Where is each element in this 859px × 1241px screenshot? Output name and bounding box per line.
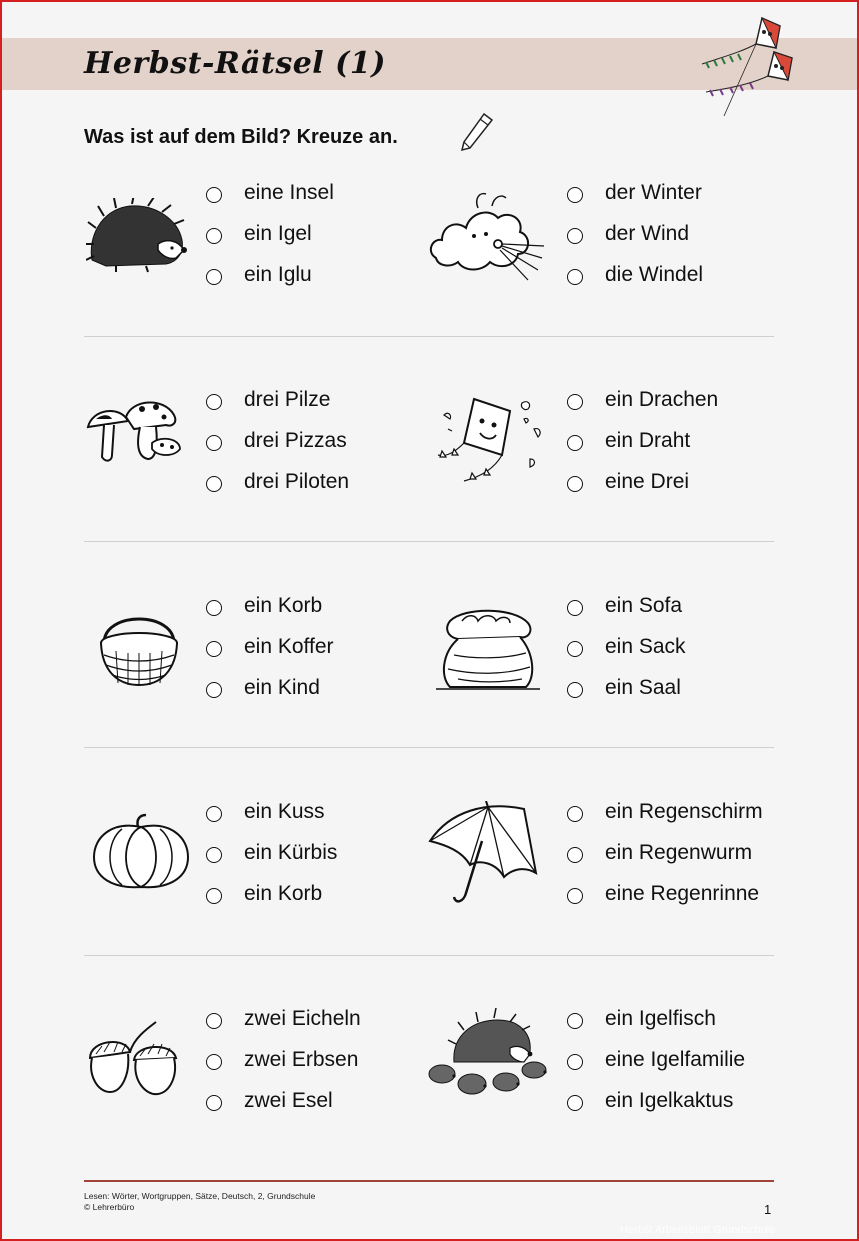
option-ein-regenschirm[interactable] (567, 797, 763, 827)
option-die-windel[interactable] (567, 260, 703, 290)
option-label: ein Sofa (605, 594, 683, 617)
row-divider (84, 747, 774, 748)
row-divider (84, 955, 774, 956)
radio-button[interactable] (206, 476, 222, 492)
option-label: ein Draht (605, 429, 691, 452)
option-label: ein Koffer (244, 635, 334, 658)
page-number: 1 (764, 1202, 772, 1217)
umbrella-icon (426, 801, 540, 911)
option-label: ein Sack (605, 635, 686, 658)
radio-button[interactable] (206, 269, 222, 285)
option-ein-iglu[interactable] (206, 260, 312, 290)
option-label: eine Drei (605, 470, 690, 493)
radio-button[interactable] (567, 682, 583, 698)
option-label: ein Igel (244, 222, 312, 245)
quiz-row-3 (2, 585, 857, 745)
page-title: Herbst-Rätsel (1) (84, 46, 386, 81)
quiz-row-5 (2, 998, 857, 1158)
option-ein-sack[interactable] (567, 632, 686, 662)
option-label: ein Igelfisch (605, 1007, 716, 1030)
quiz-row-1 (2, 172, 857, 332)
option-label: eine Regenrinne (605, 882, 760, 905)
option-zwei-erbsen[interactable] (206, 1045, 358, 1075)
radio-button[interactable] (567, 228, 583, 244)
option-der-wind[interactable] (567, 219, 689, 249)
radio-button[interactable] (567, 847, 583, 863)
radio-button[interactable] (206, 1054, 222, 1070)
option-label: ein Kürbis (244, 841, 338, 864)
option-ein-draht[interactable] (567, 426, 690, 456)
radio-button[interactable] (567, 1054, 583, 1070)
radio-button[interactable] (567, 806, 583, 822)
quiz-row-2 (2, 379, 857, 539)
pencil-icon (458, 112, 496, 154)
option-ein-korb[interactable] (206, 591, 322, 621)
option-label: eine Igelfamilie (605, 1048, 746, 1071)
wind-cloud-icon (428, 188, 546, 284)
option-eine-insel[interactable] (206, 178, 334, 208)
radio-button[interactable] (567, 435, 583, 451)
radio-button[interactable] (206, 806, 222, 822)
option-label: ein Saal (605, 676, 681, 699)
option-label: ein Drachen (605, 388, 719, 411)
option-label: ein Korb (244, 594, 323, 617)
option-ein-kind[interactable] (206, 673, 320, 703)
footer-credits (84, 1191, 315, 1213)
option-ein-igelfisch[interactable] (567, 1004, 716, 1034)
option-der-winter[interactable] (567, 178, 702, 208)
option-label: drei Pizzas (244, 429, 347, 452)
footer-subject: Lesen: Wörter, Wortgruppen, Sätze, Deutsch, 2, Grundschule (84, 1191, 316, 1201)
option-ein-kuerbis[interactable] (206, 838, 337, 868)
instruction-text: Was ist auf dem Bild? Kreuze an. (84, 126, 398, 148)
hedgehog-icon (86, 198, 190, 276)
option-ein-saal[interactable] (567, 673, 681, 703)
basket-icon (96, 603, 182, 691)
option-label: eine Insel (244, 181, 334, 204)
radio-button[interactable] (206, 682, 222, 698)
quiz-row-4 (2, 791, 857, 951)
radio-button[interactable] (206, 1095, 222, 1111)
radio-button[interactable] (567, 888, 583, 904)
option-label: ein Regenschirm (605, 800, 763, 823)
option-label: ein Regenwurm (605, 841, 753, 864)
option-label: ein Iglu (244, 263, 312, 286)
radio-button[interactable] (206, 641, 222, 657)
option-eine-drei[interactable] (567, 467, 689, 497)
option-drei-piloten[interactable] (206, 467, 349, 497)
option-label: der Wind (605, 222, 690, 245)
option-ein-drachen[interactable] (567, 385, 718, 415)
watermark: Herbst Arbeitsblatt Grundschule (620, 1224, 776, 1236)
option-ein-kuss[interactable] (206, 797, 325, 827)
mushrooms-icon (86, 397, 186, 469)
option-label: der Winter (605, 181, 702, 204)
option-drei-pizzas[interactable] (206, 426, 347, 456)
option-label: ein Igelkaktus (605, 1089, 734, 1112)
option-ein-sofa[interactable] (567, 591, 682, 621)
pumpkin-icon (92, 811, 190, 891)
option-ein-koffer[interactable] (206, 632, 334, 662)
radio-button[interactable] (206, 394, 222, 410)
radio-button[interactable] (206, 228, 222, 244)
option-zwei-eicheln[interactable] (206, 1004, 361, 1034)
radio-button[interactable] (567, 394, 583, 410)
radio-button[interactable] (567, 641, 583, 657)
radio-button[interactable] (567, 1013, 583, 1029)
option-label: ein Korb (244, 882, 323, 905)
option-label: drei Piloten (244, 470, 350, 493)
option-drei-pilze[interactable] (206, 385, 330, 415)
option-ein-korb-2[interactable] (206, 879, 322, 909)
kite-icon (434, 389, 550, 485)
radio-button[interactable] (206, 847, 222, 863)
footer-divider (84, 1180, 774, 1182)
radio-button[interactable] (206, 600, 222, 616)
option-ein-igelkaktus[interactable] (567, 1086, 733, 1116)
acorns-icon (86, 1018, 186, 1100)
radio-button[interactable] (206, 888, 222, 904)
option-label: zwei Esel (244, 1089, 333, 1112)
sack-icon (434, 601, 542, 695)
option-label: zwei Erbsen (244, 1048, 359, 1071)
radio-button[interactable] (567, 476, 583, 492)
radio-button[interactable] (206, 435, 222, 451)
option-label: die Windel (605, 263, 704, 286)
option-label: zwei Eicheln (244, 1007, 361, 1030)
kites-icon (696, 12, 802, 120)
option-ein-igel[interactable] (206, 219, 312, 249)
radio-button[interactable] (567, 600, 583, 616)
radio-button[interactable] (567, 1095, 583, 1111)
option-label: ein Kind (244, 676, 320, 699)
option-label: drei Pilze (244, 388, 331, 411)
radio-button[interactable] (206, 187, 222, 203)
option-zwei-esel[interactable] (206, 1086, 333, 1116)
option-label: ein Kuss (244, 800, 325, 823)
radio-button[interactable] (206, 1013, 222, 1029)
option-eine-igelfamilie[interactable] (567, 1045, 745, 1075)
radio-button[interactable] (567, 269, 583, 285)
option-eine-regenrinne[interactable] (567, 879, 759, 909)
footer-copyright: © Lehrerbüro (84, 1202, 135, 1212)
radio-button[interactable] (567, 187, 583, 203)
row-divider (84, 541, 774, 542)
row-divider (84, 336, 774, 337)
option-ein-regenwurm[interactable] (567, 838, 752, 868)
hedgehog-family-icon (426, 1008, 550, 1100)
